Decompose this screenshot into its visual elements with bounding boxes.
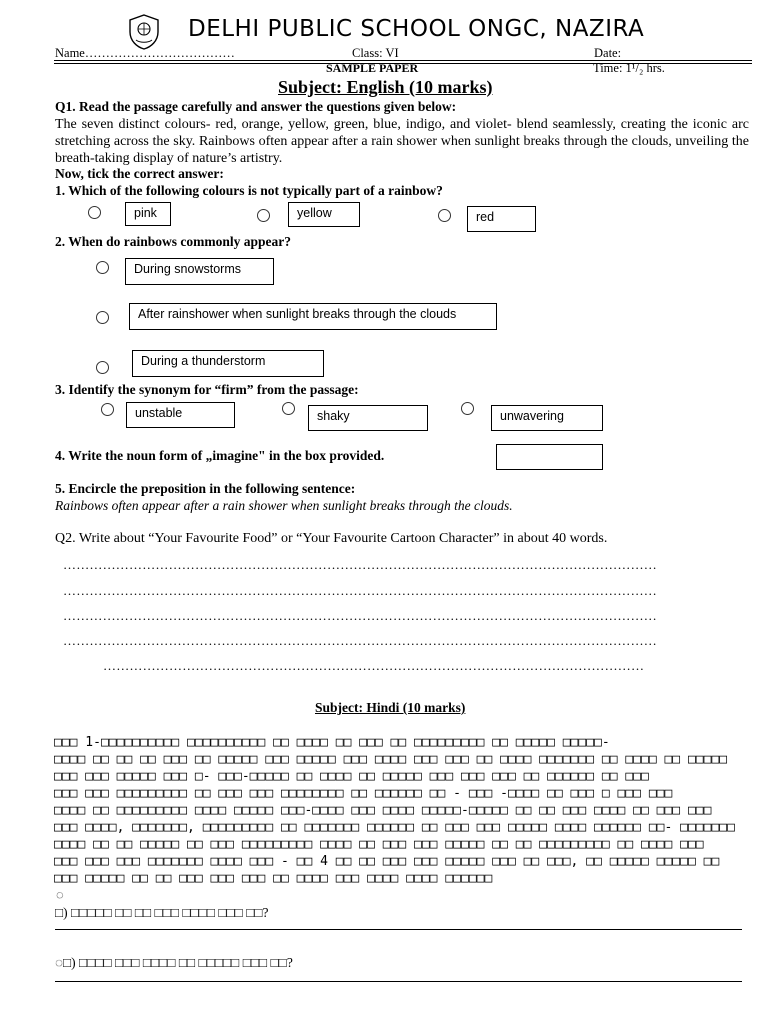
- hindi-question-a: □) □□□□□ □□ □□ □□□ □□□□ □□□ □□?: [55, 905, 269, 920]
- date-label: Date:: [594, 46, 622, 60]
- option-thunderstorm[interactable]: During a thunderstorm: [132, 350, 324, 377]
- answer-line[interactable]: ………………………………………………………………………………………………………………………: [63, 557, 657, 572]
- radio-option-yellow[interactable]: [257, 209, 270, 222]
- q1-heading: Q1. Read the passage carefully and answer the questions given below:: [55, 99, 457, 114]
- name-label: Name………………………………: [55, 46, 235, 60]
- hindi-marker: ◌: [56, 887, 64, 902]
- option-red[interactable]: red: [467, 206, 536, 232]
- radio-option-red[interactable]: [438, 209, 451, 222]
- answer-line[interactable]: ………………………………………………………………………………………………………………………: [63, 633, 657, 648]
- question-2: Q2. Write about “Your Favourite Food” or “Your Favourite Cartoon Character” in about 40 words.: [55, 531, 608, 546]
- question-1-1: 1. Which of the following colours is not typically part of a rainbow?: [55, 183, 443, 198]
- question-1-4: 4. Write the noun form of „imagine" in the box provided.: [55, 448, 385, 463]
- passage: The seven distinct colours- red, orange, yellow, green, blue, indigo, and violet- blend seamlessly, creating the iconic arc stretching across the sky. Rainbows often appear after a rain shower when sunlight breaks through the clouds, unveiling the breath-taking display of nature’s artistry.: [55, 117, 749, 166]
- question-1-3: 3. Identify the synonym for “firm” from the passage:: [55, 382, 359, 397]
- answer-line[interactable]: ………………………………………………………………………………………………………………………: [63, 608, 657, 623]
- hindi-passage-line: □□□□ □□ □□□□□□□□□ □□□□ □□□□□ □□□-□□□□ □□□ □□□□ □□□□□-□□□□□ □□ □□ □□□ □□□□ □□ □□□ □□□: [54, 803, 712, 818]
- radio-option-pink[interactable]: [88, 206, 101, 219]
- tick-instruction: Now, tick the correct answer:: [55, 166, 224, 181]
- subject-english-title: Subject: English (10 marks): [278, 77, 493, 97]
- radio-option-shaky[interactable]: [282, 402, 295, 415]
- option-yellow[interactable]: yellow: [288, 202, 360, 227]
- answer-line[interactable]: ………………………………………………………………………………………………………………………: [63, 583, 657, 598]
- hindi-passage-line: □□□ □□□ □□□□□ □□□ □- □□□-□□□□□ □□ □□□□ □□ □□□□□ □□□ □□□ □□□ □□ □□□□□□ □□ □□□: [54, 769, 649, 784]
- class-label: Class: VI: [352, 46, 399, 60]
- question-1-2: 2. When do rainbows commonly appear?: [55, 234, 292, 249]
- radio-option-snowstorms[interactable]: [96, 261, 109, 274]
- hindi-passage-line: □□□ □□□ □□□ □□□□□□□ □□□□ □□□ - □□ 4 □□ □□ □□□ □□□ □□□□□ □□□ □□ □□□, □□ □□□□□ □□□□□ □□: [54, 854, 720, 869]
- noun-form-answer-box[interactable]: [496, 444, 603, 470]
- hindi-passage-line: □□□ □□□ □□□□□□□□□ □□ □□□ □□□ □□□□□□□□ □□ □□□□□□ □□ - □□□ -□□□□ □□ □□□ □ □□□ □□□: [54, 786, 673, 801]
- hindi-answer-line-a[interactable]: [55, 929, 742, 930]
- hindi-answer-line-b[interactable]: [55, 981, 742, 982]
- hindi-passage-line: □□□ □□□□, □□□□□□□, □□□□□□□□□ □□ □□□□□□□ □□□□□□ □□ □□□ □□□ □□□□□ □□□□ □□□□□□ □□- □□□□□□□: [54, 820, 735, 835]
- answer-line[interactable]: ……………………………………………………………………………………………………………: [103, 658, 645, 673]
- preposition-sentence: Rainbows often appear after a rain shower when sunlight breaks through the clouds.: [55, 498, 513, 513]
- school-name: DELHI PUBLIC SCHOOL ONGC, NAZIRA: [188, 16, 645, 42]
- radio-option-unstable[interactable]: [101, 403, 114, 416]
- option-shaky[interactable]: shaky: [308, 405, 428, 431]
- subject-hindi-title: Subject: Hindi (10 marks): [315, 700, 466, 715]
- sample-paper-label: SAMPLE PAPER: [326, 61, 419, 75]
- hindi-question-b: ◌□) □□□□ □□□ □□□□ □□ □□□□□ □□□ □□?: [55, 955, 293, 970]
- option-unstable[interactable]: unstable: [126, 402, 235, 428]
- school-logo: [128, 14, 160, 50]
- hindi-passage-line: □□□ □□□□□ □□ □□ □□□ □□□ □□□ □□ □□□□ □□□ □□□□ □□□□ □□□□□□: [54, 871, 493, 886]
- option-snowstorms[interactable]: During snowstorms: [125, 258, 274, 285]
- time-label: Time: 1¹/₂ hrs.: [593, 61, 665, 75]
- radio-option-unwavering[interactable]: [461, 402, 474, 415]
- radio-option-thunderstorm[interactable]: [96, 361, 109, 374]
- question-1-5: 5. Encircle the preposition in the following sentence:: [55, 481, 356, 496]
- radio-option-after-rainshower[interactable]: [96, 311, 109, 324]
- hindi-passage-line: □□□□ □□ □□ □□ □□□ □□ □□□□□ □□□ □□□□□ □□□ □□□□ □□□ □□□ □□ □□□□ □□□□□□□ □□ □□□□ □□ □□□□□: [54, 752, 728, 767]
- option-pink[interactable]: pink: [125, 202, 171, 226]
- option-after-rainshower[interactable]: After rainshower when sunlight breaks through the clouds: [129, 303, 497, 330]
- hindi-passage-line: □□□ 1-□□□□□□□□□□ □□□□□□□□□□ □□ □□□□ □□ □□□ □□ □□□□□□□□□ □□ □□□□□ □□□□□-: [54, 735, 610, 750]
- hindi-passage-line: □□□□ □□ □□ □□□□□ □□ □□□ □□□□□□□□□ □□□□ □□ □□□ □□□ □□□□□ □□ □□ □□□□□□□□□ □□ □□□□ □□□: [54, 837, 704, 852]
- option-unwavering[interactable]: unwavering: [491, 405, 603, 431]
